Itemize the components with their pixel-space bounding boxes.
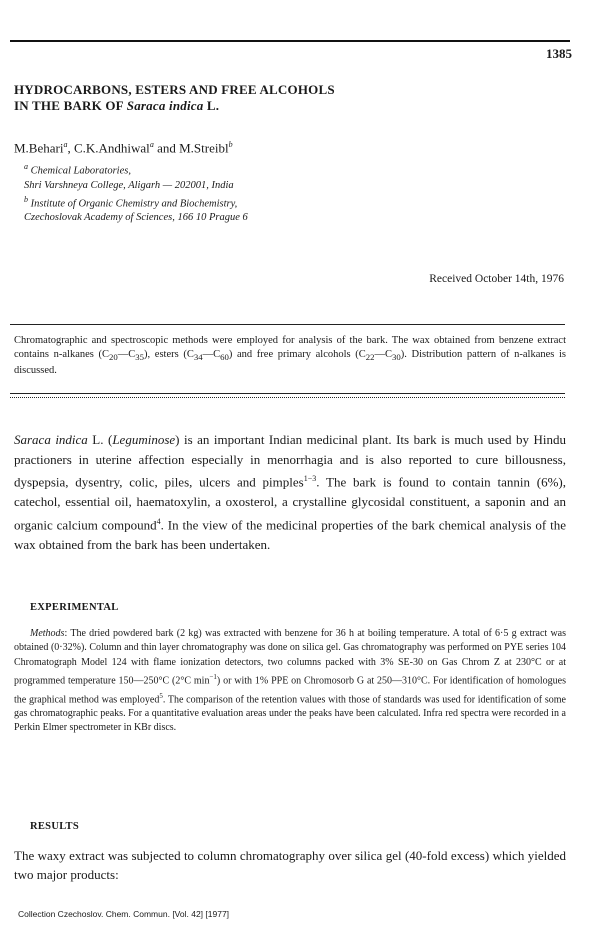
author-name: M.Streibl <box>179 140 229 156</box>
affiliation-line: $^a$ Chemical Laboratories, <box>24 162 131 177</box>
author-mark: a <box>149 140 154 149</box>
author-name: M.Behari <box>14 140 64 156</box>
title-line-1: HYDROCARBONS, ESTERS AND FREE ALCOHOLS <box>14 82 335 97</box>
methods-paragraph: Methods: The dried powdered bark (2 kg) was extracted with benzene for 36 h at boiling temperature. A total of 6·5 g extract was obtained (0·32%). Column and thin layer chromatography was done on silica gel. Gas chromatography was performed on PYE series 104 Chromatograph Model 124 with flame ionization detectors, two columns packed with 3% SE-30 on Gas Chrom Z at 230°C or at programmed temperature 150—250°C (2°C $\min^{-1}$) or with 1% PPE on Chromosorb G at 250—310°C. For identification of homologues the graphical method was employed$^5$. The comparison of the retention values with those of standards was used for identification of some gas chromatographic peaks. For a quantitative evaluation areas under the peaks have been calculated. Infra red spectra were recorded in a Perkin Elmer spectrometer in KBr discs. <box>14 628 566 734</box>
introduction-paragraph: Saraca indica L. (Leguminose) is an important Indian medicinal plant. Its bark is much used by Hindu practioners in uterine affection especially in menorrhagia and is also reported to cure billousness, dyspepsia, dysentry, colic, piles, ulcers and pimples$^{1-3}$. The bark is found to contain tannin (6%), catechol, essential oil, haematoxylin, a oxosterol, a crystalline glycosidal constituent, a saponin and an organic calcium compound$^4$. In the view of the medicinal properties of the bark chemical analysis of the wax obtained from the bark has been undertaken. <box>14 432 567 552</box>
affiliation-line: $^b$ Institute of Organic Chemistry and Biochemistry, <box>24 194 238 209</box>
journal-footer: Collection Czechoslov. Chem. Commun. [Vol. 42] [1977] <box>18 909 230 919</box>
title-species: Saraca indica <box>126 98 204 113</box>
author-name: C.K.Andhiwal <box>73 140 150 156</box>
page-number: 1385 <box>546 46 572 61</box>
affiliation-line: Czechoslovak Academy of Sciences, 166 10 Prague 6 <box>24 212 248 223</box>
author-mark: b <box>228 140 233 149</box>
affiliation-line: Shri Varshneya College, Aligarh — 202001, India <box>24 179 234 191</box>
author-list: M.Behari$^a$, C.K.Andhiwal$^a$ and M.Streibl$^b$ <box>14 140 233 156</box>
author-mark: a <box>63 140 68 149</box>
article-title <box>14 82 484 114</box>
title-line-2: IN THE BARK OF Saraca indica L. <box>14 98 220 113</box>
top-rule <box>10 40 570 42</box>
received-date: Received October 14th, 1976 <box>429 273 564 285</box>
affiliations <box>24 160 248 225</box>
abstract: Chromatographic and spectroscopic methods were employed for analysis of the bark. The wax obtained from benzene extract contains n-alkanes $(C_{20}—C_{35})$, esters $(C_{34}—C_{60})$ and free primary alcohols $(C_{22}—C_{30})$. Distribution pattern of n-alkanes is discussed. <box>14 335 566 377</box>
results-paragraph: The waxy extract was subjected to column chromatography over silica gel (40-fold excess) which yielded two major products: <box>14 848 566 882</box>
abstract-bottom-rule <box>10 393 565 394</box>
experimental-heading: EXPERIMENTAL <box>30 602 119 613</box>
abstract-top-rule <box>10 324 565 325</box>
abstract-bottom-rule-2 <box>10 397 565 398</box>
results-heading: RESULTS <box>30 821 79 832</box>
